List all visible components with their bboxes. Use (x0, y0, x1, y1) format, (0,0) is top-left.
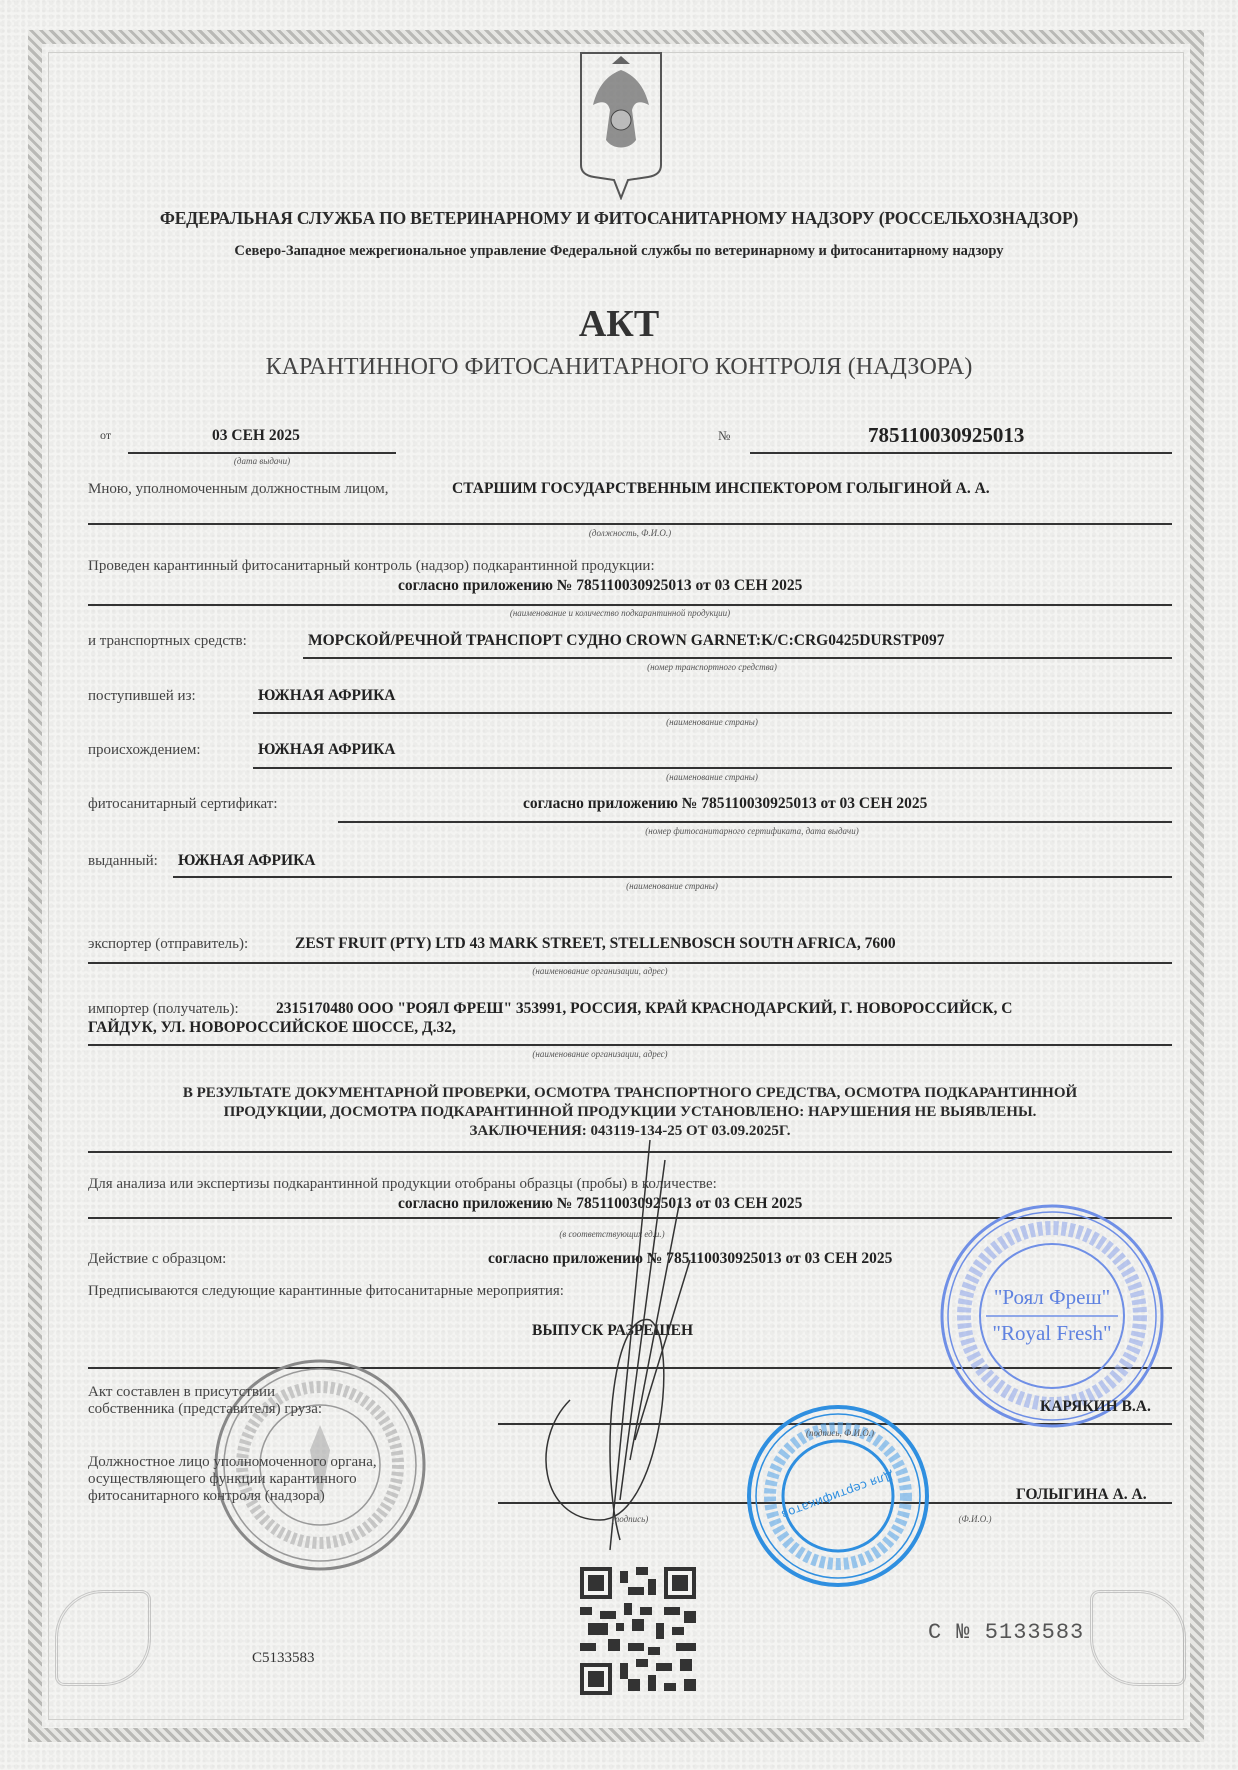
owner-label-line-1: Акт составлен в присутствии (88, 1384, 276, 1400)
sign-hint: (подпись) (611, 1514, 649, 1524)
inspector-hint: (должность, Ф.И.О.) (588, 528, 672, 538)
official-label-line-1: Должностное лицо уполномоченного органа, (88, 1454, 377, 1470)
importer-hint: (наименование организации, адрес) (532, 1049, 668, 1059)
certificate-underline (338, 821, 1172, 823)
issued-by-label: выданный: (88, 853, 158, 869)
stamp-royal-en: "Royal Fresh" (992, 1321, 1112, 1345)
result-line-1: В РЕЗУЛЬТАТЕ ДОКУМЕНТАРНОЙ ПРОВЕРКИ, ОСМОТРА ТРАНСПОРТНОГО СРЕДСТВА, ОСМОТРА ПОДКАРАНТИННОЙ (182, 1085, 1078, 1101)
act-number: 785110030925013 (868, 423, 1025, 447)
inspection-result (90, 1084, 1170, 1141)
owner-name: КАРЯКИН В.А. (1040, 1398, 1151, 1415)
sample-action-label: Действие с образцом: (88, 1251, 227, 1267)
transport-hint: (номер транспортного средства) (647, 662, 777, 672)
stamp-inner-text: Для сертификатов (779, 1468, 896, 1522)
product-value: согласно приложению № 785110030925013 от 03 СЕН 2025 (398, 577, 803, 594)
inspector-value: СТАРШИМ ГОСУДАРСТВЕННЫМ ИНСПЕКТОРОМ ГОЛЫГИНОЙ А. А. (452, 480, 990, 497)
certificate-hint: (номер фитосанитарного сертификата, дата выдачи) (645, 826, 859, 836)
certificate-label: фитосанитарный сертификат: (88, 796, 278, 812)
department-name: Северо-Западное межрегиональное управление Федеральной службы по ветеринарному и фитосанитарному надзору (234, 243, 1004, 259)
product-hint: (наименование и количество подкарантинной продукции) (509, 608, 731, 618)
coat-of-arms-emblem (578, 50, 664, 200)
importer-underline (88, 1044, 1172, 1046)
importer-label: импортер (получатель): (88, 1001, 239, 1017)
origin-label: происхождением: (88, 742, 201, 758)
official-label (88, 1454, 377, 1505)
corner-ornament (1090, 1590, 1186, 1686)
official-label-line-3: фитосанитарного контроля (надзора) (88, 1488, 325, 1504)
owner-label (88, 1384, 322, 1418)
date-hint: (дата выдачи) (233, 456, 291, 466)
origin-value: ЮЖНАЯ АФРИКА (258, 741, 396, 758)
serial-number-right: С № 5133583 (928, 1620, 1085, 1645)
owner-label-line-2: собственника (представителя) груза: (88, 1401, 323, 1417)
inspector-label: Мною, уполномоченным должностным лицом, (88, 481, 389, 497)
issued-by-hint: (наименование страны) (626, 881, 718, 891)
owner-hint: (подпись, Ф.И.О.) (805, 1428, 875, 1438)
qr-code (580, 1566, 696, 1696)
agency-name: ФЕДЕРАЛЬНАЯ СЛУЖБА ПО ВЕТЕРИНАРНОМУ И ФИТОСАНИТАРНОМУ НАДЗОРУ (РОССЕЛЬХОЗНАДЗОР) (159, 208, 1079, 228)
issued-by-value: ЮЖНАЯ АФРИКА (178, 852, 316, 869)
issue-date: 03 СЕН 2025 (212, 427, 300, 444)
official-label-line-2: осуществляющего функции карантинного (88, 1471, 357, 1487)
serial-number-left: C5133583 (252, 1650, 315, 1666)
date-underline (128, 452, 396, 454)
product-label: Проведен карантинный фитосанитарный контроль (надзор) подкарантинной продукции: (88, 558, 655, 574)
importer-value-line2: ГАЙДУК, УЛ. НОВОРОССИЙСКОЕ ШОССЕ, Д.32, (88, 1019, 456, 1036)
arrived-from-hint: (наименование страны) (666, 717, 758, 727)
measures-label: Предписываются следующие карантинные фитосанитарные мероприятия: (88, 1283, 564, 1299)
certificate-value: согласно приложению № 785110030925013 от 03 СЕН 2025 (523, 795, 928, 812)
exporter-label: экспортер (отправитель): (88, 936, 249, 952)
measures-value: ВЫПУСК РАЗРЕШЕН (532, 1322, 693, 1339)
samples-value: согласно приложению № 785110030925013 от 03 СЕН 2025 (398, 1195, 803, 1212)
date-label: от (100, 428, 112, 442)
number-label: № (718, 428, 731, 443)
exporter-underline (88, 962, 1172, 964)
stamp-royal-ru: "Роял Фреш" (993, 1285, 1111, 1309)
inspector-underline (88, 523, 1172, 525)
document-title: АКТ (578, 303, 660, 345)
transport-underline (303, 657, 1172, 659)
origin-hint: (наименование страны) (666, 772, 758, 782)
corner-ornament (55, 1590, 151, 1686)
number-underline (750, 452, 1172, 454)
arrived-from-value: ЮЖНАЯ АФРИКА (258, 687, 396, 704)
royal-fresh-stamp (938, 1202, 1166, 1430)
importer-value-line1: 2315170480 ООО "РОЯЛ ФРЕШ" 353991, РОССИЯ, КРАЙ КРАСНОДАРСКИЙ, Г. НОВОРОССИЙСК, С (276, 1000, 1013, 1017)
arrived-from-label: поступившей из: (88, 688, 196, 704)
samples-hint: (в соответствующих ед.и.) (559, 1229, 665, 1239)
sample-action-value: согласно приложению № 785110030925013 от 03 СЕН 2025 (488, 1250, 893, 1267)
exporter-hint: (наименование организации, адрес) (532, 966, 668, 976)
issued-by-underline (173, 876, 1172, 878)
transport-label: и транспортных средств: (88, 633, 247, 649)
result-line-3: ЗАКЛЮЧЕНИЯ: 043119-134-25 ОТ 03.09.2025Г. (469, 1123, 791, 1139)
arrived-from-underline (253, 712, 1172, 714)
official-name: ГОЛЫГИНА А. А. (1016, 1486, 1147, 1503)
handwritten-signature (540, 1140, 740, 1560)
product-underline (88, 604, 1172, 606)
exporter-value: ZEST FRUIT (PTY) LTD 43 MARK STREET, STELLENBOSCH SOUTH AFRICA, 7600 (295, 935, 896, 952)
fio-hint: (Ф.И.О.) (958, 1514, 992, 1524)
result-line-2: ПРОДУКЦИИ, ДОСМОТРА ПОДКАРАНТИННОЙ ПРОДУКЦИИ УСТАНОВЛЕНО: НАРУШЕНИЯ НЕ ВЫЯВЛЕНЫ. (223, 1104, 1037, 1120)
samples-label: Для анализа или экспертизы подкарантинной продукции отобраны образцы (пробы) в количестве: (88, 1176, 717, 1192)
origin-underline (253, 767, 1172, 769)
transport-value: МОРСКОЙ/РЕЧНОЙ ТРАНСПОРТ СУДНО CROWN GARNET:K/C:CRG0425DURSTP097 (308, 632, 945, 649)
document-subtitle: КАРАНТИННОГО ФИТОСАНИТАРНОГО КОНТРОЛЯ (НАДЗОРА) (265, 354, 973, 380)
